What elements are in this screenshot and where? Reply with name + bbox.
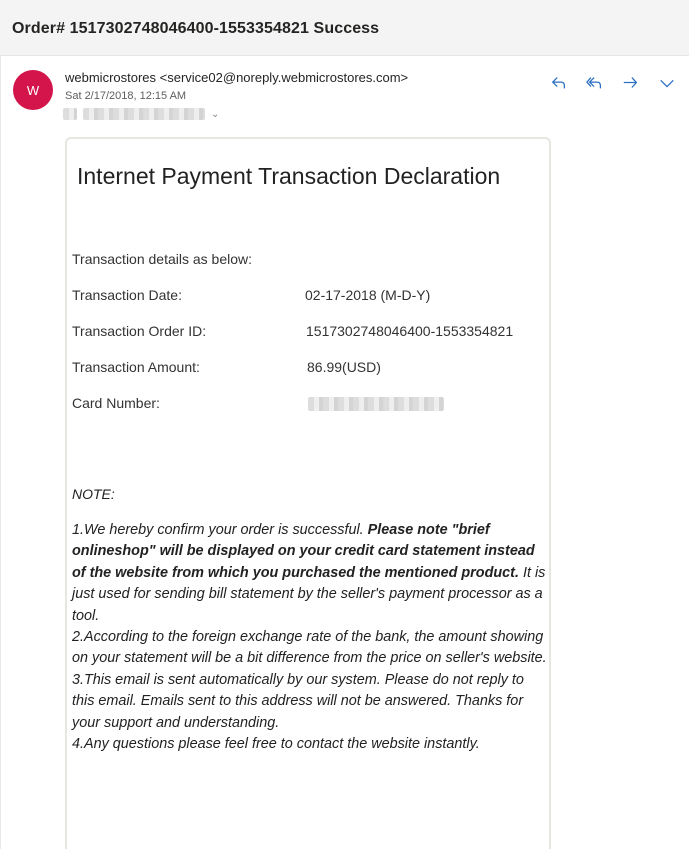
detail-label: Transaction Date: (72, 287, 182, 303)
note-1a: 1.We hereby confirm your order is successful. (72, 522, 368, 538)
sent-date: Sat 2/17/2018, 12:15 AM (65, 90, 187, 102)
subject-bar (0, 0, 689, 56)
note-1c: It is just used for sending bill statement by the seller's payment processor as a tool. (72, 564, 546, 624)
reply-all-icon[interactable] (581, 72, 609, 94)
detail-label: Card Number: (72, 395, 160, 411)
card-number-redacted (308, 397, 444, 414)
email-body-card (65, 137, 551, 849)
body-intro: Transaction details as below: (72, 251, 253, 267)
note-1b: Please note "brief onlineshop" will be displayed on your credit card statement instead of the website from which you purchased the mentioned product. (72, 522, 535, 581)
detail-value: 02-17-2018 (M-D-Y) (305, 287, 431, 303)
detail-value: 1517302748046400-1553354821 (306, 323, 514, 339)
message-actions (545, 72, 681, 94)
note-3: 3.This email is sent automatically by our system. Please do not reply to this email. Emails sent to this address will not be answered. Thanks for your support and understanding. (72, 671, 524, 731)
note-4: 4.Any questions please feel free to contact the website instantly. (72, 736, 480, 753)
email-subject: Order# 1517302748046400-1553354821 Success (12, 20, 380, 37)
detail-value: 86.99(USD) (307, 359, 381, 375)
sender-name[interactable]: webmicrostores <service02@noreply.webmicrostores.com> (65, 70, 409, 85)
detail-label: Transaction Order ID: (72, 323, 207, 339)
reply-icon[interactable] (545, 72, 573, 94)
recipient-redacted (63, 108, 77, 120)
body-title: Internet Payment Transaction Declaration (77, 163, 501, 189)
forward-icon[interactable] (617, 72, 645, 94)
recipients[interactable] (63, 108, 219, 120)
sender-avatar[interactable]: W (13, 70, 53, 110)
expand-recipients-icon[interactable]: ⌄ (211, 108, 220, 120)
recipient-redacted (83, 108, 205, 120)
more-chevron-icon[interactable] (653, 72, 681, 94)
detail-label: Transaction Amount: (72, 359, 200, 375)
note-heading: NOTE: (72, 486, 115, 502)
note-2: 2.According to the foreign exchange rate of the bank, the amount showing on your statement will be a bit difference from the price on seller's website. (72, 629, 547, 667)
note-text (72, 520, 548, 755)
